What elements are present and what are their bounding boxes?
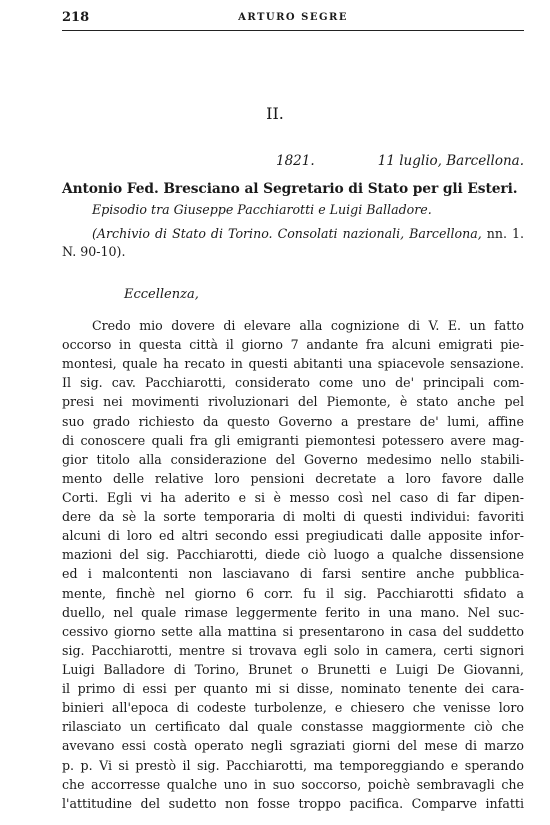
- body-line: Luigi Balladore di Torino, Brunet o Brunetti e Luigi De Giovanni,: [62, 661, 524, 677]
- body-line: alcuni di loro ed altri secondo essi pregiudicati dalle apposite infor-: [62, 528, 524, 544]
- body-line: binieri all'epoca di codeste turbolenze, e chiesero che venisse loro: [62, 700, 524, 716]
- letter-body: [62, 316, 524, 813]
- salutation: Eccellenza,: [124, 287, 199, 302]
- body-line: il primo di essi per quanto mi si disse, nominato tenente dei cara-: [62, 681, 524, 697]
- body-line: duello, nel quale rimase leggermente ferito in una mano. Nel suc-: [62, 604, 524, 620]
- body-line: suo grado richiesto da questo Governo a prestare de' lumi, affine: [62, 413, 524, 429]
- body-line: avevano essi costà operato negli sgraziati giorni del mese di marzo: [62, 738, 524, 754]
- body-line: mento delle relative loro pensioni decretate a loro favore dalle: [62, 470, 524, 486]
- body-line: cessivo giorno sette alla mattina si presentarono in casa del suddetto: [62, 623, 524, 639]
- header-rule: [62, 30, 524, 31]
- archive-source: (Archivio di Stato di Torino. Consolati nazionali, Barcellona,: [92, 226, 482, 241]
- body-line: montesi, quale ha recato in questi abitanti una spiacevole sensazione.: [62, 356, 524, 372]
- body-line: rilasciato un certificato dal quale constasse maggiormente ciò che: [62, 719, 524, 735]
- body-line: p. p. Vi si prestò il sig. Pacchiarotti, ma temporeggiando e sperando: [62, 757, 524, 773]
- dateline-date-place: 11 luglio, Barcellona.: [377, 153, 524, 169]
- body-line: Corti. Egli vi ha aderito e si è messo così nel caso di far dipen-: [62, 489, 524, 505]
- dateline: [62, 153, 524, 171]
- section-number: II.: [266, 104, 284, 123]
- body-line: mente, finchè nel giorno 6 corr. fu il sig. Pacchiarotti sfidato a: [62, 585, 524, 601]
- body-line: occorso in questa città il giorno 7 andante fra alcuni emigrati pie-: [62, 337, 524, 353]
- body-line: Il sig. cav. Pacchiarotti, considerato come uno de' principali com-: [62, 375, 524, 391]
- body-line: che accorresse qualche uno in suo soccorso, poichè sembravagli che: [62, 776, 524, 792]
- body-line: Credo mio dovere di elevare alla cognizione di V. E. un fatto: [92, 318, 524, 333]
- page-header: [62, 10, 524, 30]
- dateline-year: 1821.: [276, 153, 315, 169]
- running-head: ARTURO SEGRE: [238, 12, 348, 23]
- page-number: 218: [62, 10, 90, 25]
- body-line: ed i malcontenti non lasciavano di farsi sentire anche pubblica-: [62, 566, 524, 582]
- body-line: di conoscere quali fra gli emigranti piemontesi potessero avere mag-: [62, 432, 524, 448]
- body-line: l'attitudine del sudetto non fosse troppo pacifica. Comparve infatti: [62, 795, 524, 811]
- document-subtitle: Episodio tra Giuseppe Pacchiarotti e Luigi Balladore.: [92, 202, 432, 217]
- body-line: mazioni del sig. Pacchiarotti, diede ciò luogo a qualche dissensione: [62, 547, 524, 563]
- body-line: sig. Pacchiarotti, mentre si trovava egli solo in camera, certi signori: [62, 642, 524, 658]
- archive-reference: [62, 225, 524, 261]
- document-title: Antonio Fed. Bresciano al Segretario di Stato per gli Esteri.: [62, 181, 518, 197]
- body-line: presi nei movimenti rivoluzionari del Piemonte, è stato anche pel: [62, 394, 524, 410]
- archive-number: nn. 1. N. 90-10).: [62, 226, 524, 259]
- body-line: dere da sè la sorte temporaria di molti di questi individui: favoriti: [62, 509, 524, 525]
- body-line: gior titolo alla considerazione del Governo medesimo nello stabili-: [62, 451, 524, 467]
